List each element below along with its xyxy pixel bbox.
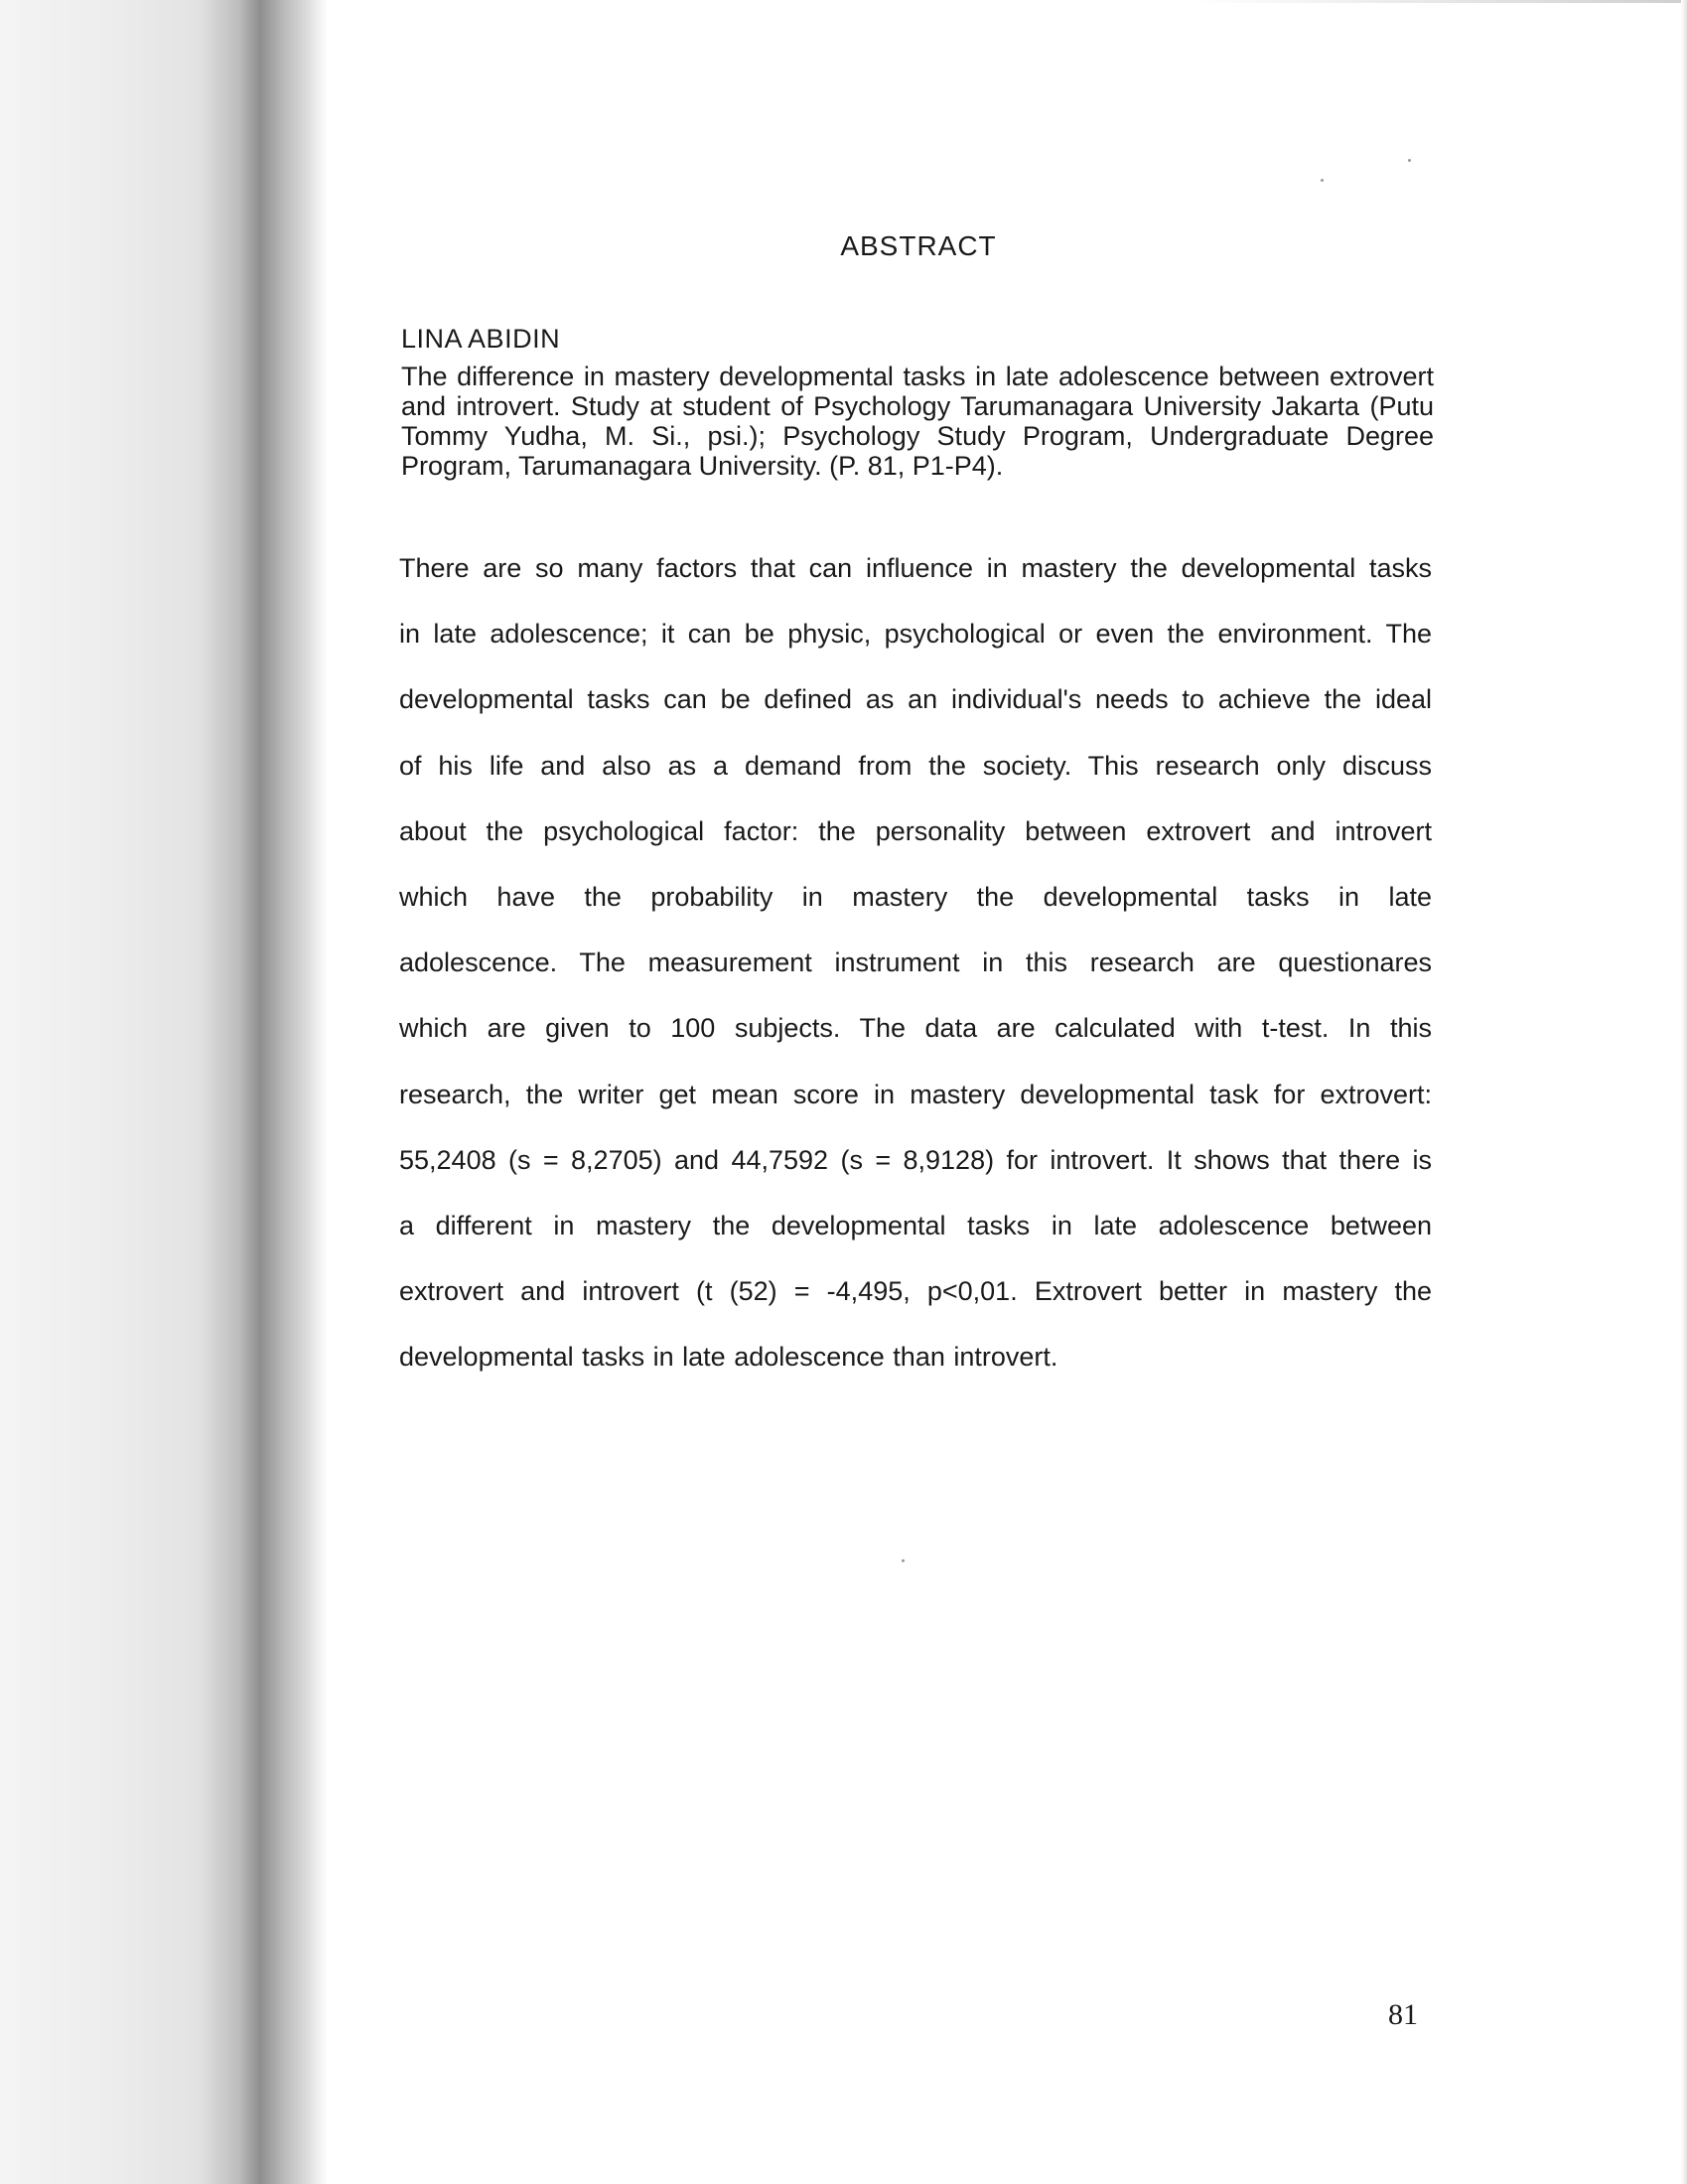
abstract-line: extrovert and introvert (t (52) = -4,495, p<0,01. Extrovert better in mastery the xyxy=(399,1276,1432,1307)
abstract-line: in late adolescence; it can be physic, psychological or even the environment. The xyxy=(399,619,1432,650)
binding-shadow xyxy=(0,0,328,2184)
abstract-body xyxy=(399,552,1432,1406)
page-right-edge xyxy=(1681,0,1687,2184)
abstract-line: There are so many factors that can influence in mastery the developmental tasks xyxy=(399,553,1432,583)
abstract-line: adolescence. The measurement instrument in this research are questionares xyxy=(399,947,1432,978)
abstract-line: about the psychological factor: the personality between extrovert and introvert xyxy=(399,815,1432,846)
abstract-line: 55,2408 (s = 8,2705) and 44,7592 (s = 8,9128) for introvert. It shows that there is xyxy=(399,1144,1432,1175)
page-number: 81 xyxy=(1388,1998,1418,2031)
abstract-line: research, the writer get mean score in mastery developmental task for extrovert: xyxy=(399,1079,1432,1109)
abstract-line: which have the probability in mastery the developmental tasks in late xyxy=(399,881,1432,912)
abstract-line: a different in mastery the developmental tasks in late adolescence between xyxy=(399,1210,1432,1240)
thesis-citation: The difference in mastery developmental tasks in late adolescence between extrovert and introvert. Study at student of Psychology Tarumanagara University Jakarta (Putu Tommy Yudha, M. Si., psi.); Psychology Study Program, Undergraduate Degree Program, Tarumanagara University. (P. 81, P1-P4). xyxy=(401,362,1434,481)
abstract-line: developmental tasks can be defined as an individual's needs to achieve the ideal xyxy=(399,684,1432,715)
abstract-line: of his life and also as a demand from the society. This research only discuss xyxy=(399,750,1432,781)
abstract-line: developmental tasks in late adolescence than introvert. xyxy=(399,1342,1058,1373)
abstract-line: which are given to 100 subjects. The data are calculated with t-test. In this xyxy=(399,1013,1432,1044)
abstract-heading: ABSTRACT xyxy=(840,230,997,261)
author-name: LINA ABIDIN xyxy=(401,324,561,354)
document-page xyxy=(395,0,1436,2184)
